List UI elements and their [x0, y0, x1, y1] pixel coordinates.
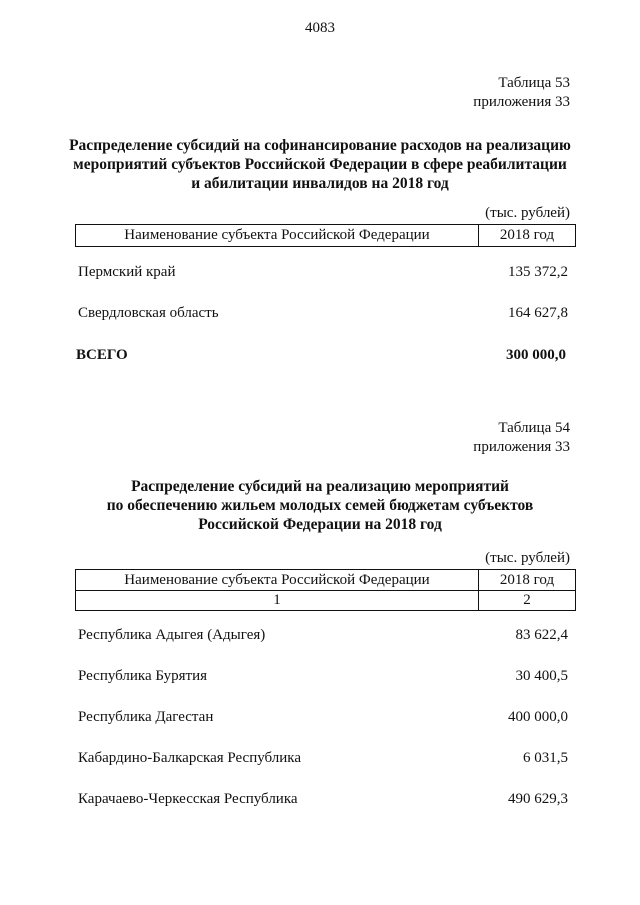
table53-appendix: приложения 33 [473, 94, 570, 110]
header-year: 2018 год [499, 572, 555, 588]
row-name: Республика Бурятия [78, 668, 208, 684]
table54-number: Таблица 54 [498, 420, 570, 436]
table53-title [60, 136, 580, 193]
table-row [78, 627, 568, 644]
table53-number: Таблица 53 [498, 75, 570, 91]
row-value: 490 629,3 [508, 791, 568, 807]
total-value: 300 000,0 [506, 347, 566, 363]
row-value: 164 627,8 [508, 305, 568, 321]
row-name: Кабардино-Балкарская Республика [78, 750, 302, 766]
total-row [76, 347, 566, 364]
table54-column-numbers [75, 590, 576, 611]
title-line: мероприятий субъектов Российской Федерации в сфере реабилитации [73, 156, 567, 173]
row-name: Пермский край [78, 264, 176, 280]
table53-reference [473, 74, 570, 112]
table-row [78, 668, 568, 685]
table54-header [75, 569, 576, 591]
header-name: Наименование субъекта Российской Федерации [76, 225, 479, 246]
table54-appendix: приложения 33 [473, 439, 570, 455]
column-number-1: 1 [76, 591, 479, 610]
table53-unit-label: (тыс. рублей) [485, 205, 570, 221]
row-name: Карачаево-Черкесская Республика [78, 791, 298, 807]
table-row [78, 709, 568, 726]
page-number: 4083 [305, 20, 335, 36]
table54-title [60, 477, 580, 534]
table-row [78, 264, 568, 281]
row-name: Республика Дагестан [78, 709, 214, 725]
table-row [78, 305, 568, 322]
title-line: Распределение субсидий на реализацию мероприятий [131, 478, 509, 495]
row-value: 30 400,5 [515, 668, 568, 684]
column-number-2: 2 [523, 592, 531, 608]
table-row [78, 750, 568, 767]
title-line: и абилитации инвалидов на 2018 год [191, 175, 449, 192]
table54-reference [473, 419, 570, 457]
row-value: 135 372,2 [508, 264, 568, 280]
row-value: 400 000,0 [508, 709, 568, 725]
row-name: Свердловская область [78, 305, 219, 321]
header-year: 2018 год [499, 227, 555, 243]
header-name: Наименование субъекта Российской Федерации [76, 570, 479, 590]
total-label: ВСЕГО [76, 347, 128, 363]
row-value: 83 622,4 [515, 627, 568, 643]
title-line: Российской Федерации на 2018 год [198, 516, 442, 533]
title-line: Распределение субсидий на софинансирование расходов на реализацию [69, 137, 571, 154]
row-name: Республика Адыгея (Адыгея) [78, 627, 266, 643]
row-value: 6 031,5 [523, 750, 568, 766]
title-line: по обеспечению жильем молодых семей бюджетам субъектов [106, 497, 534, 514]
table53-header [75, 224, 576, 247]
table-row [78, 791, 568, 808]
table54-unit-label: (тыс. рублей) [485, 550, 570, 566]
